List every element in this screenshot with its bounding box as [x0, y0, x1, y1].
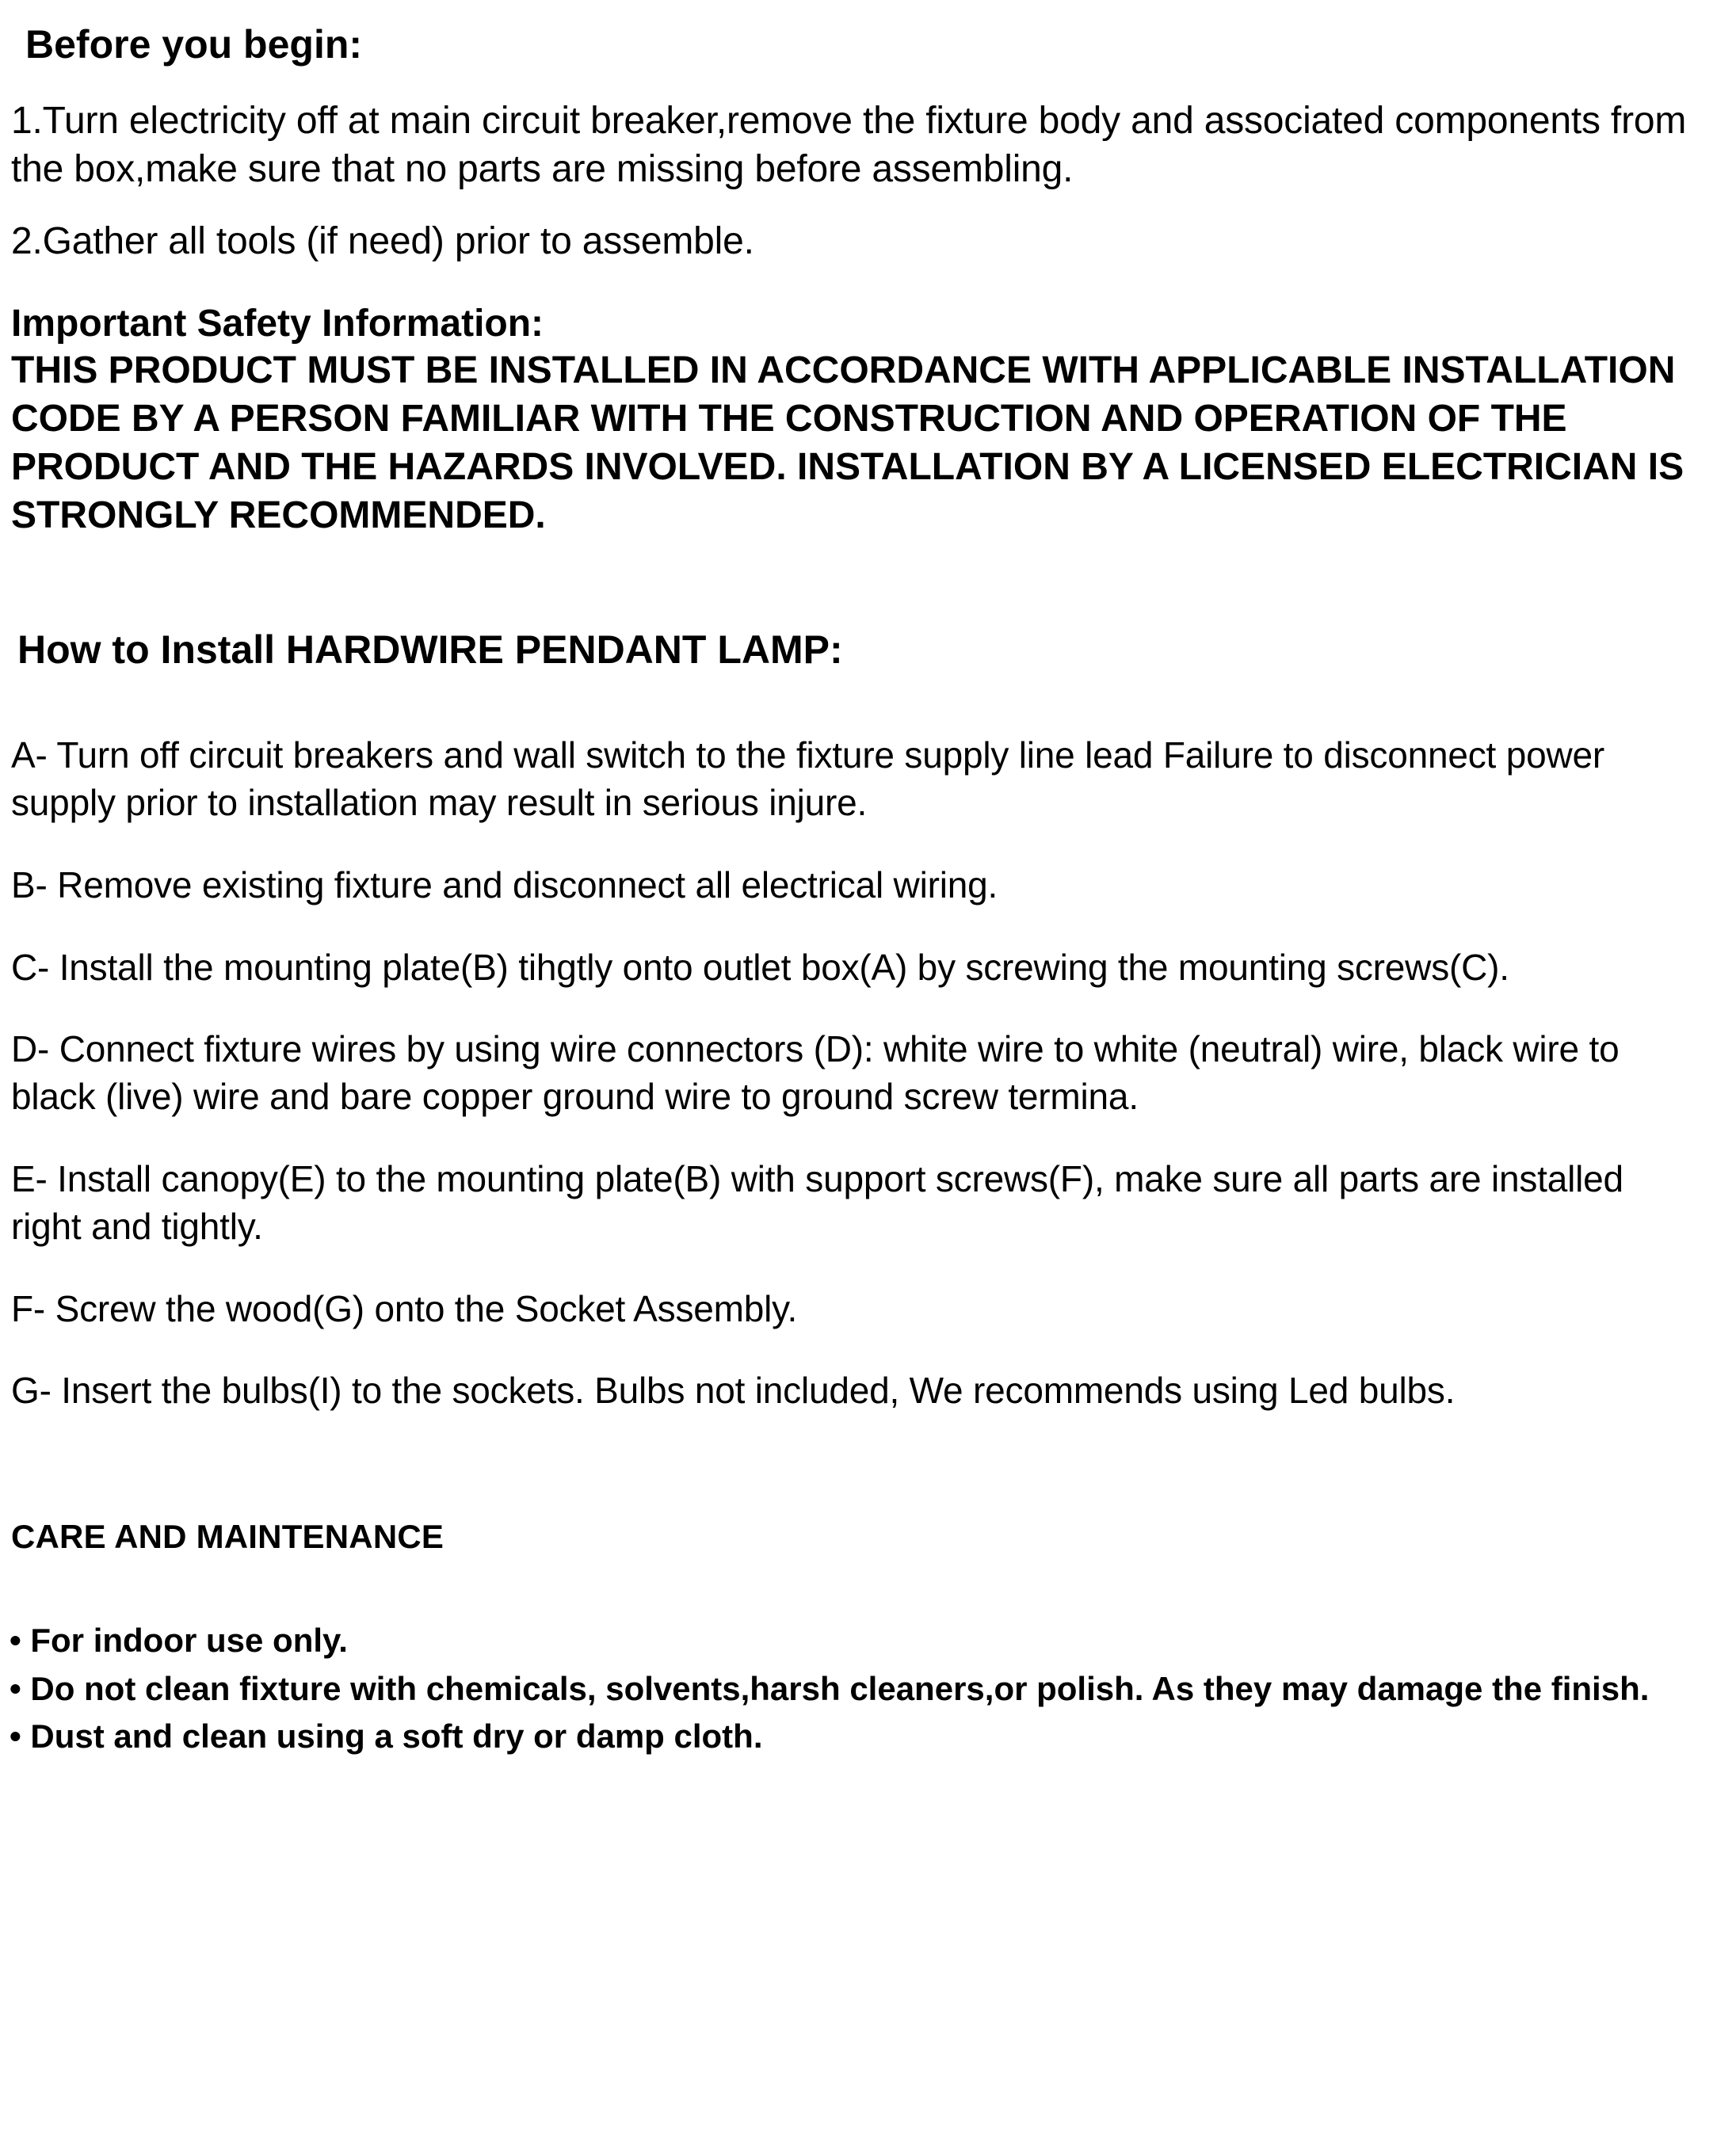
install-heading: How to Install HARDWIRE PENDANT LAMP:	[17, 627, 843, 673]
install-step-c: C- Install the mounting plate(B) tihgtly onto outlet box(A) by screwing the mounting screws(C).	[11, 946, 1509, 988]
install-step-e: E- Install canopy(E) to the mounting plate(B) with support screws(F), make sure all parts are installed right and tightly.	[11, 1157, 1623, 1247]
before-you-begin-step-1: 1.Turn electricity off at main circuit breaker,remove the fixture body and associated components from the box,make sure that no parts are missing before assembling.	[11, 99, 1687, 190]
care-and-maintenance-heading: CARE AND MAINTENANCE	[11, 1518, 444, 1556]
safety-body: THIS PRODUCT MUST BE INSTALLED IN ACCORDANCE WITH APPLICABLE INSTALLATION CODE BY A PERSON FAMILIAR WITH THE CONSTRUCTION AND OPERATION OF THE PRODUCT AND THE HAZARDS INVOLVED. INSTALLATION BY A LICENSED ELECTRICIAN IS STRONGLY RECOMMENDED.	[11, 349, 1684, 537]
care-bullet-no-chemicals: • Do not clean fixture with chemicals, solvents,harsh cleaners,or polish. As they may damage the finish.	[10, 1669, 1650, 1707]
care-bullet-dust-and-clean: • Dust and clean using a soft dry or damp cloth.	[10, 1717, 763, 1756]
install-step-g: G- Insert the bulbs(I) to the sockets. Bulbs not included, We recommends using Led bulbs.	[11, 1370, 1456, 1412]
install-step-d: D- Connect fixture wires by using wire connectors (D): white wire to white (neutral) wire, black wire to black (live) wire and bare copper ground wire to ground screw termina.	[11, 1028, 1620, 1118]
care-bullet-indoor-use: • For indoor use only.	[10, 1622, 348, 1660]
safety-heading: Important Safety Information:	[11, 302, 544, 345]
care-bullet-list	[10, 1619, 1692, 1759]
install-step-a: A- Turn off circuit breakers and wall switch to the fixture supply line lead Failure to disconnect power supply prior to installation may result in serious injure.	[11, 734, 1604, 823]
install-step-b: B- Remove existing fixture and disconnect all electrical wiring.	[11, 863, 998, 905]
before-you-begin-step-2: 2.Gather all tools (if need) prior to assemble.	[11, 220, 754, 263]
install-step-f: F- Screw the wood(G) onto the Socket Assembly.	[11, 1287, 798, 1329]
before-you-begin-heading: Before you begin:	[25, 22, 363, 67]
